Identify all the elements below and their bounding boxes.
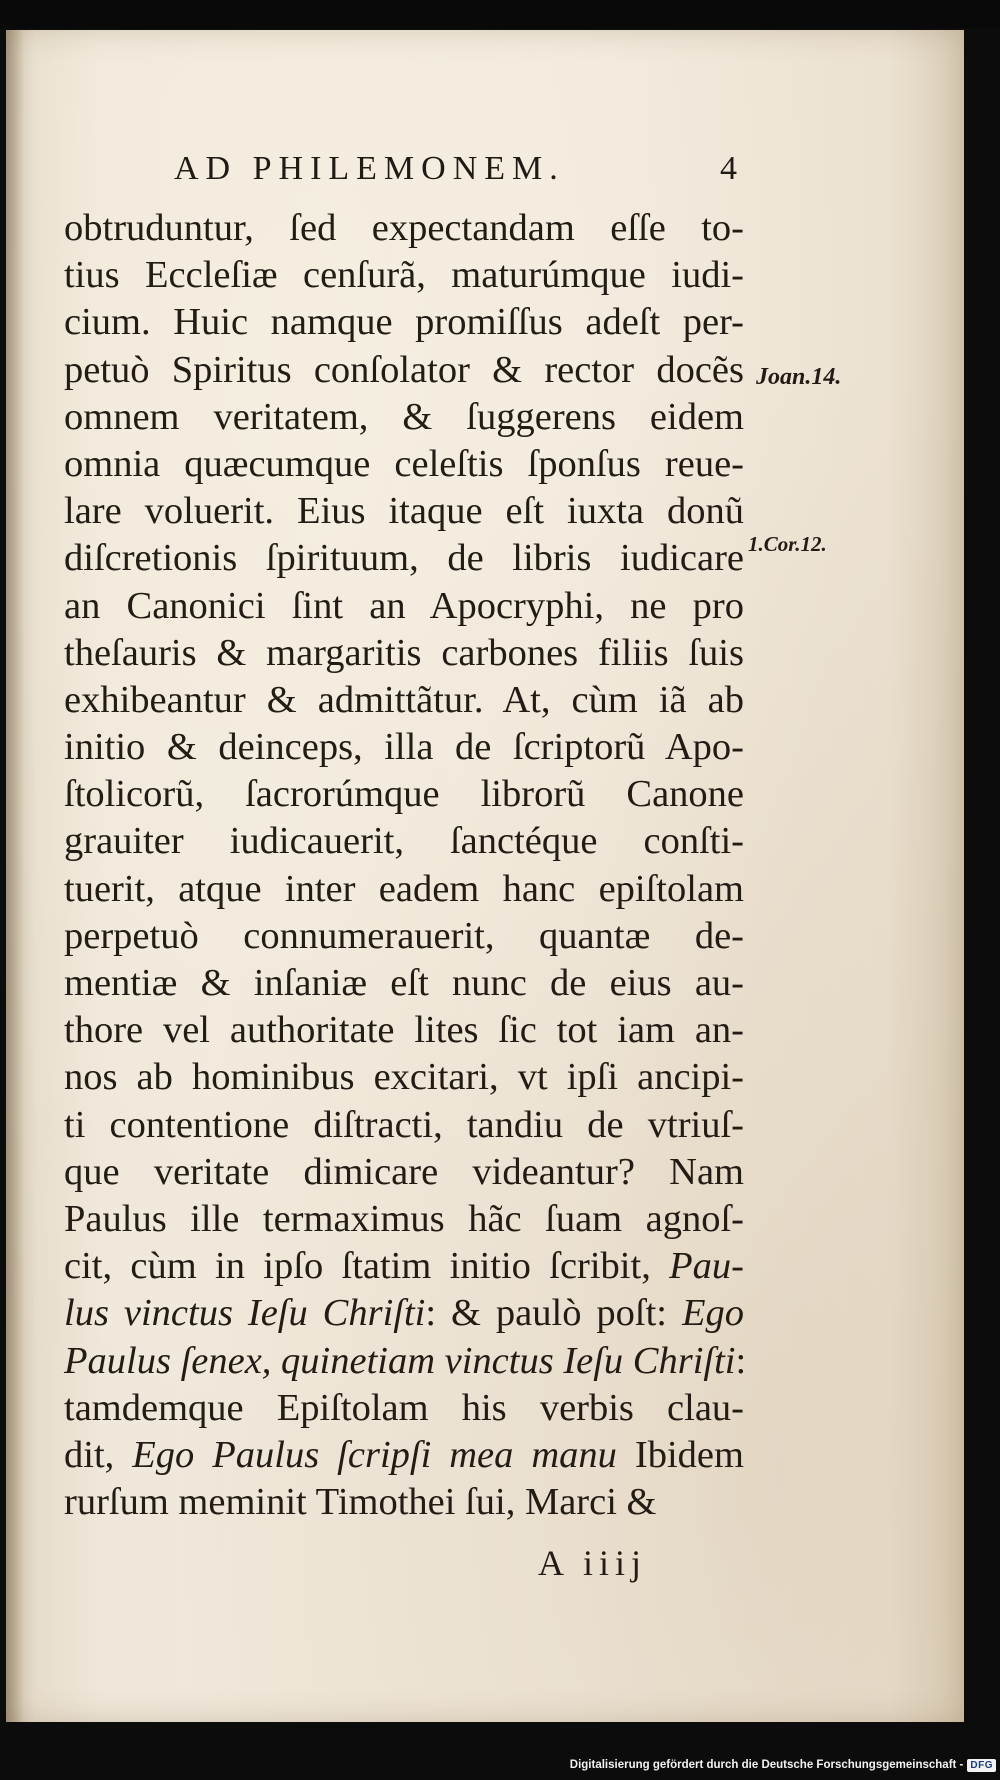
signature-mark: A iiij: [538, 1543, 648, 1583]
text-line: [64, 1479, 744, 1526]
roman-text: tius Eccleſiæ cenſurã, maturúmque iudi-: [64, 254, 744, 297]
text-line: [64, 488, 744, 535]
margin-note-cor: 1.Cor.12.: [748, 532, 827, 556]
text-line: [64, 1102, 744, 1149]
roman-text: ti contentione diſtracti, tandiu de vtriuſ-: [64, 1103, 744, 1146]
italic-text: Ego: [681, 1292, 744, 1335]
roman-text: diſcretionis ſpirituum, de libris iudicare: [64, 537, 744, 580]
margin-note-joan: Joan.14.: [756, 364, 842, 390]
text-line: [64, 1243, 744, 1290]
scan-top-border: [0, 0, 1000, 28]
text-line: [64, 347, 744, 394]
text-line: [64, 630, 744, 677]
text-line: [64, 1432, 744, 1479]
text-line: [64, 677, 744, 724]
italic-text: Pau-: [669, 1245, 744, 1288]
text-line: [64, 535, 744, 582]
roman-text: omnia quæcumque celeſtis ſponſus reue-: [64, 442, 744, 485]
text-line: [64, 913, 744, 960]
text-line: [64, 818, 744, 865]
roman-text: exhibeantur & admittãtur. At, cùm iã ab: [64, 678, 744, 721]
roman-text: petuò Spiritus conſolator & rector docẽs: [64, 348, 744, 391]
text-line: [64, 1385, 744, 1432]
roman-text: omnem veritatem, & ſuggerens eidem: [64, 395, 744, 438]
italic-text: lus vinctus Ieſu Chriſti: [64, 1292, 426, 1335]
roman-text: thore vel authoritate lites ſic tot iam an-: [64, 1009, 744, 1052]
roman-text: obtruduntur, ſed expectandam eſſe to-: [64, 207, 744, 249]
credit-text: Digitalisierung gefördert durch die Deutsche Forschungsgemeinschaft -: [569, 1759, 964, 1771]
roman-text: lare voluerit. Eius itaque eſt iuxta donũ: [64, 490, 744, 533]
roman-text: mentiæ & inſaniæ eſt nunc de eius au-: [64, 962, 744, 1004]
roman-text: tamdemque Epiſtolam his verbis clau-: [64, 1386, 744, 1429]
text-line: [64, 583, 744, 630]
text-line: [64, 1290, 744, 1337]
dfg-logo: DFG: [967, 1759, 996, 1772]
text-line: [64, 1054, 744, 1101]
roman-text: Ibidem: [616, 1433, 744, 1476]
roman-text: dit,: [64, 1433, 133, 1476]
roman-text: Paulus ille termaximus hãc ſuam agnoſ-: [64, 1197, 744, 1240]
roman-text: grauiter iudicauerit, ſanctéque conſti-: [64, 820, 744, 863]
roman-text: : & paulò poſt:: [425, 1292, 682, 1335]
text-line: [64, 205, 744, 252]
text-line: [64, 960, 744, 1007]
page-number: 4: [720, 150, 737, 187]
roman-text: cit, cùm in ipſo ſtatim initio ſcribit,: [64, 1245, 670, 1288]
body-text: [64, 205, 747, 1526]
text-line: [64, 866, 744, 913]
page-gutter-shadow: [6, 30, 24, 1722]
roman-text: an Canonici ſint an Apocryphi, ne pro: [64, 584, 744, 627]
book-page: [6, 30, 964, 1722]
running-head: AD PHILEMONEM.: [174, 150, 565, 187]
italic-text: Paulus ſenex, quinetiam vinctus Ieſu Chriſti: [64, 1339, 736, 1382]
roman-text: cium. Huic namque promiſſus adeſt per-: [64, 301, 744, 344]
text-line: [64, 1196, 744, 1243]
text-line: [64, 1149, 744, 1196]
roman-text: nos ab hominibus excitari, vt ipſi ancipi-: [64, 1056, 744, 1099]
text-line: [64, 252, 744, 299]
roman-text: rurſum meminit Timothei ſui, Marci &: [64, 1481, 657, 1524]
text-line: [64, 1338, 747, 1385]
roman-text: theſauris & margaritis carbones filiis ſuis: [64, 631, 744, 674]
roman-text: ſtolicorũ, ſacrorúmque librorũ Canone: [64, 773, 744, 816]
digitization-credit: [570, 1756, 996, 1774]
roman-text: perpetuò connumerauerit, quantæ de-: [64, 914, 744, 957]
text-line: [64, 299, 744, 346]
roman-text: initio & deinceps, illa de ſcriptorũ Apo-: [64, 726, 744, 769]
roman-text: que veritate dimicare videantur? Nam: [64, 1150, 744, 1193]
text-line: [64, 441, 744, 488]
text-line: [64, 771, 744, 818]
text-line: [64, 1007, 744, 1054]
text-line: [64, 394, 744, 441]
text-line: [64, 724, 744, 771]
roman-text: :: [735, 1339, 747, 1382]
italic-text: Ego Paulus ſcripſi mea manu: [132, 1433, 617, 1476]
roman-text: tuerit, atque inter eadem hanc epiſtolam: [64, 867, 744, 910]
